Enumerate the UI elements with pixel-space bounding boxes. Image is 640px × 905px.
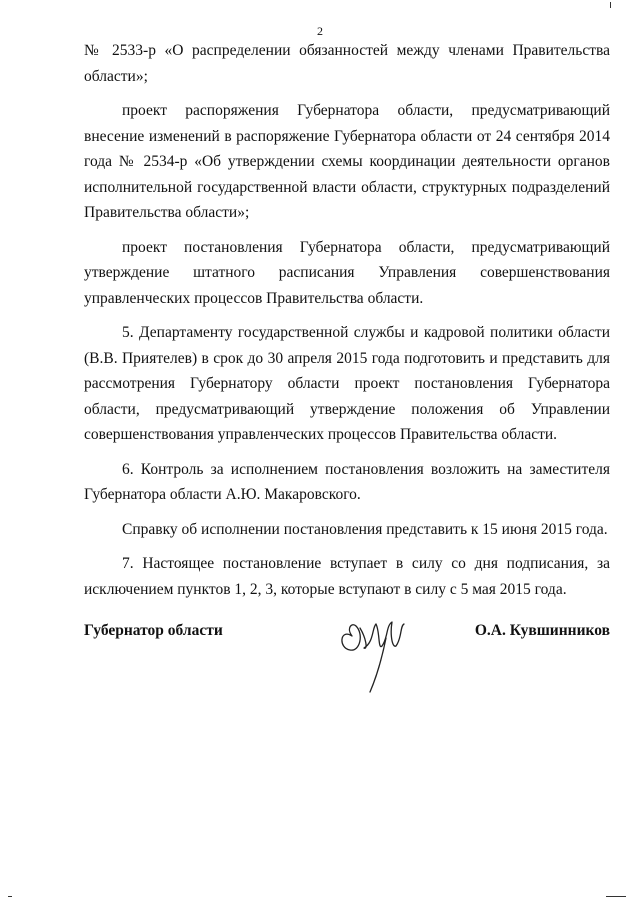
- document-body: [84, 38, 610, 611]
- paragraph-resolution-project: проект постановления Губернатора области, предусматривающий утверждение штатного расписания Управления совершенствования управленческих процессов Правительства области.: [84, 238, 610, 307]
- paragraph-item-7: 7. Настоящее постановление вступает в силу со дня подписания, за исключением пунктов 1, 2, 3, которые вступают в силу с 5 мая 2015 года.: [84, 555, 610, 598]
- paragraph-item-6: 6. Контроль за исполнением постановления возложить на заместителя Губернатора области А.Ю. Макаровского.: [84, 460, 610, 503]
- paragraph-order-project: проект распоряжения Губернатора области, предусматривающий внесение изменений в распоряжение Губернатора области от 24 сентября 2014 года № 2534-р «Об утверждении схемы координации деятельности органов исполнительной государственной власти области, структурных подразделений Правительства области»;: [84, 102, 610, 221]
- scan-edge-mark: [610, 2, 611, 8]
- page-number: 2: [317, 24, 323, 38]
- paragraph-item-5: 5. Департаменту государственной службы и кадровой политики области (В.В. Приятелев) в срок до 30 апреля 2015 года подготовить и представить для рассмотрения Губернатору области проект постановления Губернатора области, предусматривающий утверждение положения об Управлении совершенствования управленческих процессов Правительства области.: [84, 324, 610, 443]
- paragraph-report: Справку об исполнении постановления представить к 15 июня 2015 года.: [122, 520, 608, 538]
- signatory-title: Губернатор области: [84, 622, 223, 639]
- scan-edge-mark: [8, 896, 12, 897]
- handwritten-signature: [330, 598, 420, 698]
- signatory-name: О.А. Кувшинников: [474, 622, 610, 639]
- scan-edge-mark: [606, 896, 626, 897]
- paragraph-continuation: № 2533-р «О распределении обязанностей между членами Правительства области»;: [84, 42, 610, 85]
